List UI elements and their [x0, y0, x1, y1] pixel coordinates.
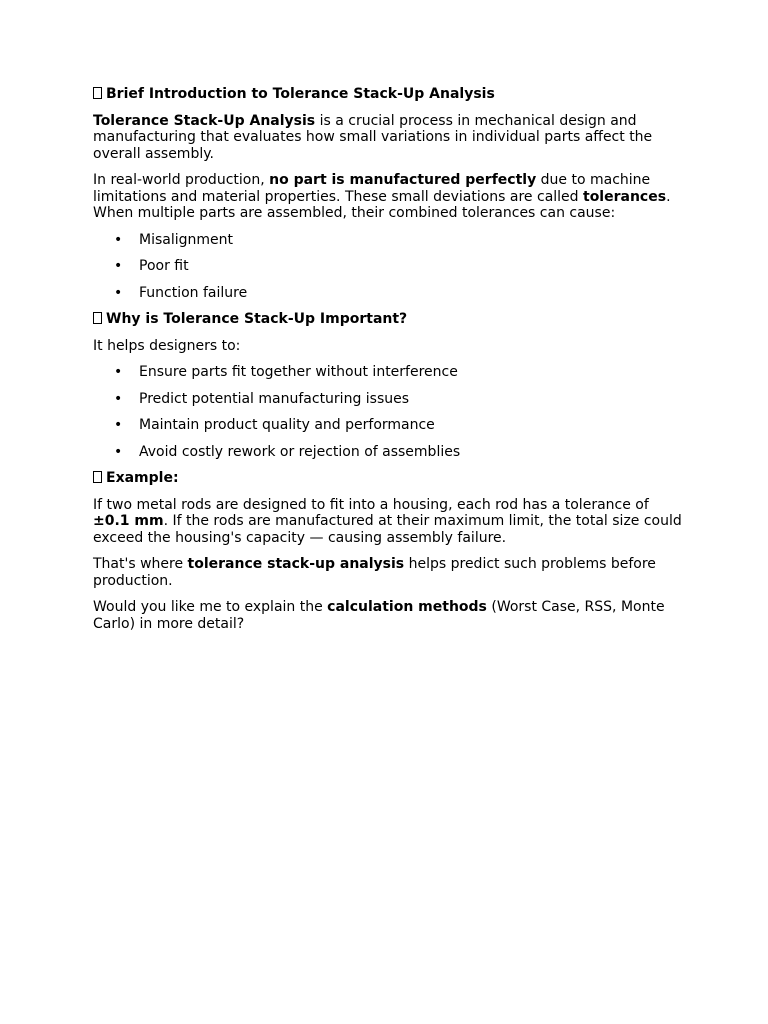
- paragraph-helps: It helps designers to:: [93, 337, 241, 354]
- paragraph-follow-up: Would you like me to explain the calculation methods (Worst Case, RSS, Monte Carlo) in more detail?: [93, 599, 665, 632]
- paragraph-thats-where: That's where tolerance stack-up analysis helps predict such problems before production.: [93, 556, 656, 589]
- list-item: • Function failure: [93, 285, 683, 302]
- list-item: • Misalignment: [93, 232, 683, 249]
- list-consequences: [93, 232, 683, 302]
- section-heading-introduction: Brief Introduction to Tolerance Stack-Up Analysis: [93, 86, 683, 103]
- paragraph-definition: Tolerance Stack-Up Analysis is a crucial process in mechanical design and manufacturing that evaluates how small variations in individual parts affect the overall assembly.: [93, 112, 653, 162]
- list-item: • Poor fit: [93, 258, 683, 275]
- list-item: • Avoid costly rework or rejection of assemblies: [93, 444, 683, 461]
- list-item: • Predict potential manufacturing issues: [93, 391, 683, 408]
- missing-glyph-icon: [93, 312, 102, 324]
- section-heading-example: Example:: [93, 470, 683, 487]
- list-item: • Maintain product quality and performance: [93, 417, 683, 434]
- document-body: [93, 86, 683, 642]
- list-item: • Ensure parts fit together without interference: [93, 364, 683, 381]
- list-benefits: [93, 364, 683, 460]
- missing-glyph-icon: [93, 471, 102, 483]
- paragraph-real-world: In real-world production, no part is manufactured perfectly due to machine limitations and material properties. These small deviations are called tolerances. When multiple parts are assembled, their combined tolerances can cause:: [93, 172, 671, 221]
- section-heading-importance: Why is Tolerance Stack-Up Important?: [93, 311, 683, 328]
- missing-glyph-icon: [93, 87, 102, 99]
- paragraph-example: If two metal rods are designed to fit into a housing, each rod has a tolerance of ±0.1 mm. If the rods are manufactured at their maximum limit, the total size could exceed the housing's capacity — causing assembly failure.: [93, 496, 682, 546]
